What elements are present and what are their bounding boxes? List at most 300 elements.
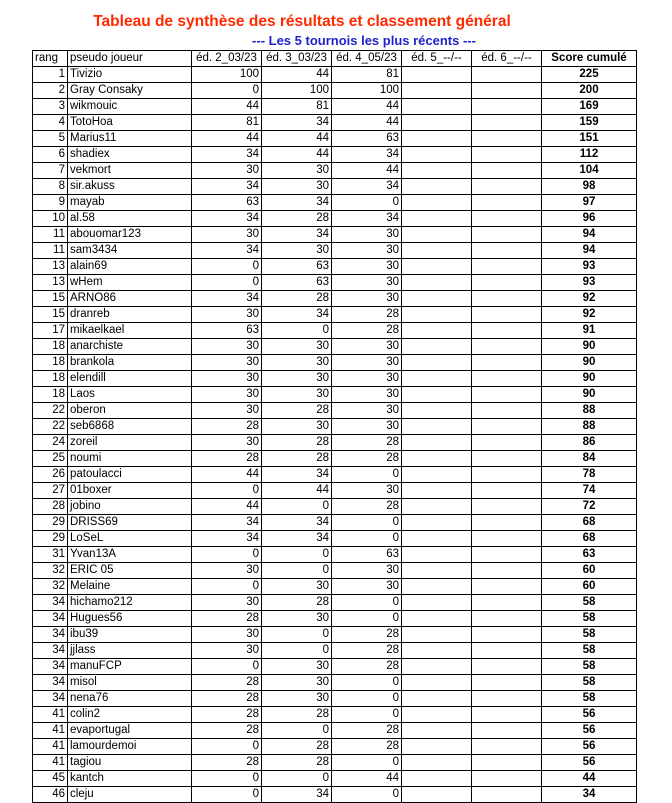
cell-total-score[interactable]: 88 (542, 419, 637, 435)
cell-edition-5[interactable] (402, 387, 472, 403)
cell-player[interactable]: colin2 (68, 707, 192, 723)
cell-edition-4[interactable]: 28 (332, 307, 402, 323)
cell-edition-4[interactable]: 30 (332, 387, 402, 403)
cell-edition-3[interactable]: 28 (262, 595, 332, 611)
cell-edition-5[interactable] (402, 611, 472, 627)
cell-player[interactable]: kantch (68, 771, 192, 787)
cell-edition-5[interactable] (402, 643, 472, 659)
cell-edition-3[interactable]: 81 (262, 99, 332, 115)
cell-total-score[interactable]: 94 (542, 243, 637, 259)
cell-player[interactable]: brankola (68, 355, 192, 371)
cell-total-score[interactable]: 97 (542, 195, 637, 211)
cell-edition-3[interactable]: 28 (262, 451, 332, 467)
cell-edition-5[interactable] (402, 163, 472, 179)
cell-edition-6[interactable] (472, 499, 542, 515)
cell-edition-2[interactable]: 30 (192, 307, 262, 323)
cell-edition-4[interactable]: 44 (332, 115, 402, 131)
cell-edition-2[interactable]: 0 (192, 787, 262, 803)
cell-edition-4[interactable]: 30 (332, 339, 402, 355)
cell-rank[interactable]: 18 (33, 355, 68, 371)
cell-edition-6[interactable] (472, 595, 542, 611)
cell-edition-6[interactable] (472, 355, 542, 371)
cell-edition-4[interactable]: 0 (332, 787, 402, 803)
cell-edition-5[interactable] (402, 195, 472, 211)
cell-edition-4[interactable]: 0 (332, 707, 402, 723)
cell-edition-2[interactable]: 28 (192, 755, 262, 771)
cell-total-score[interactable]: 68 (542, 531, 637, 547)
cell-edition-5[interactable] (402, 563, 472, 579)
cell-edition-4[interactable]: 0 (332, 595, 402, 611)
cell-edition-4[interactable]: 30 (332, 259, 402, 275)
cell-edition-2[interactable]: 34 (192, 147, 262, 163)
cell-edition-6[interactable] (472, 659, 542, 675)
cell-player[interactable]: zoreil (68, 435, 192, 451)
cell-edition-2[interactable]: 30 (192, 227, 262, 243)
cell-edition-4[interactable]: 0 (332, 467, 402, 483)
cell-edition-5[interactable] (402, 691, 472, 707)
cell-total-score[interactable]: 93 (542, 259, 637, 275)
cell-total-score[interactable]: 58 (542, 611, 637, 627)
cell-edition-3[interactable]: 0 (262, 771, 332, 787)
cell-rank[interactable]: 31 (33, 547, 68, 563)
header-total-score[interactable]: Score cumulé (542, 51, 637, 67)
cell-player[interactable]: vekmort (68, 163, 192, 179)
cell-rank[interactable]: 13 (33, 275, 68, 291)
cell-player[interactable]: Melaine (68, 579, 192, 595)
cell-edition-3[interactable]: 30 (262, 387, 332, 403)
cell-edition-5[interactable] (402, 723, 472, 739)
cell-edition-6[interactable] (472, 211, 542, 227)
cell-edition-5[interactable] (402, 467, 472, 483)
cell-edition-5[interactable] (402, 371, 472, 387)
cell-total-score[interactable]: 84 (542, 451, 637, 467)
cell-rank[interactable]: 41 (33, 739, 68, 755)
cell-edition-3[interactable]: 34 (262, 467, 332, 483)
cell-edition-2[interactable]: 28 (192, 451, 262, 467)
cell-edition-2[interactable]: 34 (192, 211, 262, 227)
cell-total-score[interactable]: 58 (542, 659, 637, 675)
cell-player[interactable]: misol (68, 675, 192, 691)
cell-edition-3[interactable]: 34 (262, 115, 332, 131)
cell-edition-2[interactable]: 30 (192, 435, 262, 451)
cell-total-score[interactable]: 90 (542, 355, 637, 371)
cell-edition-6[interactable] (472, 723, 542, 739)
cell-rank[interactable]: 7 (33, 163, 68, 179)
cell-rank[interactable]: 32 (33, 579, 68, 595)
cell-rank[interactable]: 4 (33, 115, 68, 131)
cell-edition-4[interactable]: 30 (332, 403, 402, 419)
cell-player[interactable]: al.58 (68, 211, 192, 227)
cell-edition-5[interactable] (402, 227, 472, 243)
cell-total-score[interactable]: 44 (542, 771, 637, 787)
cell-edition-2[interactable]: 30 (192, 387, 262, 403)
cell-total-score[interactable]: 56 (542, 707, 637, 723)
cell-player[interactable]: Hugues56 (68, 611, 192, 627)
cell-edition-5[interactable] (402, 483, 472, 499)
cell-edition-4[interactable]: 28 (332, 723, 402, 739)
cell-edition-4[interactable]: 30 (332, 579, 402, 595)
header-edition-3[interactable]: éd. 3_03/23 (262, 51, 332, 67)
cell-rank[interactable]: 34 (33, 691, 68, 707)
cell-rank[interactable]: 15 (33, 307, 68, 323)
cell-edition-6[interactable] (472, 451, 542, 467)
cell-edition-2[interactable]: 0 (192, 275, 262, 291)
cell-rank[interactable]: 22 (33, 419, 68, 435)
cell-edition-3[interactable]: 0 (262, 627, 332, 643)
cell-edition-6[interactable] (472, 323, 542, 339)
cell-player[interactable]: oberon (68, 403, 192, 419)
cell-edition-4[interactable]: 34 (332, 179, 402, 195)
cell-total-score[interactable]: 104 (542, 163, 637, 179)
cell-total-score[interactable]: 58 (542, 643, 637, 659)
cell-player[interactable]: wHem (68, 275, 192, 291)
cell-edition-5[interactable] (402, 243, 472, 259)
cell-player[interactable]: TotoHoa (68, 115, 192, 131)
cell-edition-6[interactable] (472, 483, 542, 499)
cell-edition-6[interactable] (472, 403, 542, 419)
cell-edition-6[interactable] (472, 259, 542, 275)
cell-edition-6[interactable] (472, 755, 542, 771)
cell-edition-3[interactable]: 34 (262, 531, 332, 547)
cell-rank[interactable]: 41 (33, 707, 68, 723)
cell-edition-6[interactable] (472, 579, 542, 595)
cell-player[interactable]: sam3434 (68, 243, 192, 259)
cell-edition-4[interactable]: 28 (332, 627, 402, 643)
cell-edition-6[interactable] (472, 195, 542, 211)
cell-rank[interactable]: 1 (33, 67, 68, 83)
cell-edition-4[interactable]: 28 (332, 499, 402, 515)
cell-edition-2[interactable]: 30 (192, 627, 262, 643)
cell-edition-3[interactable]: 30 (262, 163, 332, 179)
cell-edition-4[interactable]: 34 (332, 147, 402, 163)
cell-player[interactable]: shadiex (68, 147, 192, 163)
cell-edition-5[interactable] (402, 99, 472, 115)
cell-rank[interactable]: 34 (33, 659, 68, 675)
cell-edition-3[interactable]: 34 (262, 307, 332, 323)
cell-rank[interactable]: 34 (33, 627, 68, 643)
cell-edition-4[interactable]: 30 (332, 275, 402, 291)
cell-edition-5[interactable] (402, 547, 472, 563)
cell-edition-5[interactable] (402, 659, 472, 675)
cell-edition-2[interactable]: 0 (192, 771, 262, 787)
cell-player[interactable]: 01boxer (68, 483, 192, 499)
cell-edition-5[interactable] (402, 515, 472, 531)
cell-edition-5[interactable] (402, 771, 472, 787)
cell-rank[interactable]: 34 (33, 643, 68, 659)
cell-edition-6[interactable] (472, 467, 542, 483)
cell-edition-6[interactable] (472, 387, 542, 403)
cell-edition-3[interactable]: 0 (262, 323, 332, 339)
cell-edition-2[interactable]: 34 (192, 243, 262, 259)
cell-edition-6[interactable] (472, 547, 542, 563)
cell-edition-5[interactable] (402, 307, 472, 323)
cell-edition-2[interactable]: 34 (192, 291, 262, 307)
cell-player[interactable]: seb6868 (68, 419, 192, 435)
cell-total-score[interactable]: 90 (542, 387, 637, 403)
cell-edition-6[interactable] (472, 435, 542, 451)
cell-edition-3[interactable]: 0 (262, 563, 332, 579)
cell-total-score[interactable]: 34 (542, 787, 637, 803)
cell-total-score[interactable]: 90 (542, 371, 637, 387)
cell-edition-4[interactable]: 44 (332, 99, 402, 115)
cell-edition-3[interactable]: 30 (262, 179, 332, 195)
cell-player[interactable]: ARNO86 (68, 291, 192, 307)
cell-total-score[interactable]: 92 (542, 291, 637, 307)
cell-player[interactable]: Tivizio (68, 67, 192, 83)
cell-edition-6[interactable] (472, 275, 542, 291)
cell-edition-4[interactable]: 30 (332, 243, 402, 259)
cell-edition-6[interactable] (472, 291, 542, 307)
cell-total-score[interactable]: 56 (542, 739, 637, 755)
cell-rank[interactable]: 41 (33, 755, 68, 771)
cell-edition-5[interactable] (402, 739, 472, 755)
cell-edition-6[interactable] (472, 675, 542, 691)
cell-edition-3[interactable]: 30 (262, 371, 332, 387)
cell-edition-2[interactable]: 34 (192, 531, 262, 547)
cell-edition-5[interactable] (402, 323, 472, 339)
cell-edition-4[interactable]: 30 (332, 563, 402, 579)
cell-edition-6[interactable] (472, 419, 542, 435)
cell-edition-3[interactable]: 44 (262, 131, 332, 147)
cell-edition-3[interactable]: 34 (262, 227, 332, 243)
cell-rank[interactable]: 11 (33, 227, 68, 243)
cell-total-score[interactable]: 93 (542, 275, 637, 291)
cell-rank[interactable]: 32 (33, 563, 68, 579)
cell-edition-2[interactable]: 30 (192, 163, 262, 179)
cell-player[interactable]: ERIC 05 (68, 563, 192, 579)
cell-edition-2[interactable]: 30 (192, 563, 262, 579)
header-edition-6[interactable]: éd. 6_--/-- (472, 51, 542, 67)
cell-rank[interactable]: 27 (33, 483, 68, 499)
cell-rank[interactable]: 28 (33, 499, 68, 515)
cell-edition-5[interactable] (402, 595, 472, 611)
cell-edition-2[interactable]: 30 (192, 355, 262, 371)
cell-edition-6[interactable] (472, 131, 542, 147)
cell-edition-6[interactable] (472, 147, 542, 163)
cell-edition-2[interactable]: 0 (192, 259, 262, 275)
cell-rank[interactable]: 46 (33, 787, 68, 803)
cell-edition-2[interactable]: 30 (192, 339, 262, 355)
cell-rank[interactable]: 34 (33, 611, 68, 627)
cell-player[interactable]: mayab (68, 195, 192, 211)
cell-edition-4[interactable]: 0 (332, 755, 402, 771)
cell-total-score[interactable]: 58 (542, 691, 637, 707)
cell-edition-3[interactable]: 34 (262, 195, 332, 211)
cell-total-score[interactable]: 68 (542, 515, 637, 531)
cell-player[interactable]: jjlass (68, 643, 192, 659)
cell-edition-6[interactable] (472, 787, 542, 803)
cell-edition-2[interactable]: 34 (192, 515, 262, 531)
cell-edition-4[interactable]: 28 (332, 323, 402, 339)
cell-edition-6[interactable] (472, 179, 542, 195)
cell-edition-2[interactable]: 28 (192, 419, 262, 435)
cell-edition-2[interactable]: 0 (192, 579, 262, 595)
cell-player[interactable]: patoulacci (68, 467, 192, 483)
header-edition-2[interactable]: éd. 2_03/23 (192, 51, 262, 67)
cell-edition-5[interactable] (402, 403, 472, 419)
cell-edition-3[interactable]: 44 (262, 147, 332, 163)
cell-edition-4[interactable]: 0 (332, 195, 402, 211)
cell-edition-3[interactable]: 44 (262, 483, 332, 499)
cell-edition-6[interactable] (472, 739, 542, 755)
cell-edition-4[interactable]: 30 (332, 227, 402, 243)
cell-total-score[interactable]: 92 (542, 307, 637, 323)
cell-rank[interactable]: 13 (33, 259, 68, 275)
cell-edition-4[interactable]: 100 (332, 83, 402, 99)
cell-edition-3[interactable]: 28 (262, 211, 332, 227)
cell-edition-3[interactable]: 30 (262, 243, 332, 259)
cell-player[interactable]: Marius11 (68, 131, 192, 147)
cell-total-score[interactable]: 225 (542, 67, 637, 83)
cell-edition-5[interactable] (402, 531, 472, 547)
cell-player[interactable]: wikmouic (68, 99, 192, 115)
cell-player[interactable]: Laos (68, 387, 192, 403)
cell-edition-3[interactable]: 34 (262, 515, 332, 531)
cell-edition-2[interactable]: 28 (192, 675, 262, 691)
cell-rank[interactable]: 18 (33, 371, 68, 387)
cell-edition-2[interactable]: 30 (192, 595, 262, 611)
cell-edition-5[interactable] (402, 707, 472, 723)
cell-edition-4[interactable]: 44 (332, 771, 402, 787)
cell-edition-6[interactable] (472, 771, 542, 787)
cell-rank[interactable]: 45 (33, 771, 68, 787)
cell-player[interactable]: Yvan13A (68, 547, 192, 563)
cell-rank[interactable]: 41 (33, 723, 68, 739)
cell-edition-3[interactable]: 100 (262, 83, 332, 99)
cell-edition-6[interactable] (472, 339, 542, 355)
cell-total-score[interactable]: 94 (542, 227, 637, 243)
cell-rank[interactable]: 34 (33, 595, 68, 611)
cell-edition-5[interactable] (402, 579, 472, 595)
cell-edition-6[interactable] (472, 563, 542, 579)
cell-edition-5[interactable] (402, 211, 472, 227)
cell-edition-3[interactable]: 28 (262, 291, 332, 307)
cell-rank[interactable]: 34 (33, 675, 68, 691)
cell-edition-3[interactable]: 30 (262, 659, 332, 675)
cell-edition-4[interactable]: 0 (332, 531, 402, 547)
cell-rank[interactable]: 9 (33, 195, 68, 211)
cell-edition-6[interactable] (472, 691, 542, 707)
cell-edition-2[interactable]: 63 (192, 195, 262, 211)
cell-rank[interactable]: 2 (33, 83, 68, 99)
cell-edition-6[interactable] (472, 531, 542, 547)
cell-rank[interactable]: 25 (33, 451, 68, 467)
cell-edition-6[interactable] (472, 611, 542, 627)
cell-total-score[interactable]: 91 (542, 323, 637, 339)
cell-edition-2[interactable]: 30 (192, 371, 262, 387)
cell-edition-6[interactable] (472, 83, 542, 99)
cell-edition-5[interactable] (402, 435, 472, 451)
cell-edition-6[interactable] (472, 307, 542, 323)
cell-rank[interactable]: 18 (33, 387, 68, 403)
cell-player[interactable]: LoSeL (68, 531, 192, 547)
cell-edition-3[interactable]: 63 (262, 259, 332, 275)
cell-edition-5[interactable] (402, 675, 472, 691)
cell-rank[interactable]: 10 (33, 211, 68, 227)
cell-edition-2[interactable]: 63 (192, 323, 262, 339)
cell-edition-3[interactable]: 0 (262, 547, 332, 563)
cell-total-score[interactable]: 60 (542, 563, 637, 579)
cell-edition-3[interactable]: 30 (262, 579, 332, 595)
cell-player[interactable]: jobino (68, 499, 192, 515)
cell-player[interactable]: manuFCP (68, 659, 192, 675)
cell-total-score[interactable]: 78 (542, 467, 637, 483)
cell-total-score[interactable]: 63 (542, 547, 637, 563)
cell-edition-6[interactable] (472, 227, 542, 243)
header-player[interactable]: pseudo joueur (68, 51, 192, 67)
cell-edition-4[interactable]: 63 (332, 547, 402, 563)
cell-edition-2[interactable]: 0 (192, 659, 262, 675)
cell-edition-5[interactable] (402, 291, 472, 307)
cell-edition-5[interactable] (402, 499, 472, 515)
cell-player[interactable]: ibu39 (68, 627, 192, 643)
cell-edition-6[interactable] (472, 707, 542, 723)
cell-edition-6[interactable] (472, 243, 542, 259)
cell-edition-3[interactable]: 28 (262, 435, 332, 451)
cell-player[interactable]: lamourdemoi (68, 739, 192, 755)
cell-edition-4[interactable]: 28 (332, 451, 402, 467)
cell-edition-4[interactable]: 28 (332, 739, 402, 755)
cell-edition-5[interactable] (402, 259, 472, 275)
cell-edition-5[interactable] (402, 627, 472, 643)
cell-player[interactable]: elendill (68, 371, 192, 387)
cell-edition-3[interactable]: 30 (262, 611, 332, 627)
cell-edition-2[interactable]: 81 (192, 115, 262, 131)
cell-edition-2[interactable]: 44 (192, 99, 262, 115)
cell-rank[interactable]: 8 (33, 179, 68, 195)
cell-edition-3[interactable]: 28 (262, 707, 332, 723)
cell-edition-2[interactable]: 28 (192, 707, 262, 723)
cell-edition-4[interactable]: 81 (332, 67, 402, 83)
cell-edition-4[interactable]: 34 (332, 211, 402, 227)
cell-edition-3[interactable]: 63 (262, 275, 332, 291)
cell-player[interactable]: Gray Consaky (68, 83, 192, 99)
cell-total-score[interactable]: 151 (542, 131, 637, 147)
cell-edition-2[interactable]: 28 (192, 691, 262, 707)
cell-edition-2[interactable]: 0 (192, 83, 262, 99)
cell-edition-4[interactable]: 0 (332, 691, 402, 707)
cell-total-score[interactable]: 96 (542, 211, 637, 227)
cell-player[interactable]: cleju (68, 787, 192, 803)
cell-edition-4[interactable]: 63 (332, 131, 402, 147)
cell-edition-3[interactable]: 44 (262, 67, 332, 83)
cell-total-score[interactable]: 88 (542, 403, 637, 419)
cell-edition-3[interactable]: 30 (262, 691, 332, 707)
cell-edition-4[interactable]: 30 (332, 419, 402, 435)
cell-player[interactable]: abouomar123 (68, 227, 192, 243)
cell-player[interactable]: dranreb (68, 307, 192, 323)
cell-edition-4[interactable]: 0 (332, 515, 402, 531)
cell-total-score[interactable]: 159 (542, 115, 637, 131)
cell-player[interactable]: hichamo212 (68, 595, 192, 611)
cell-total-score[interactable]: 56 (542, 755, 637, 771)
cell-edition-3[interactable]: 0 (262, 723, 332, 739)
cell-edition-3[interactable]: 30 (262, 355, 332, 371)
cell-total-score[interactable]: 169 (542, 99, 637, 115)
cell-edition-6[interactable] (472, 163, 542, 179)
cell-rank[interactable]: 5 (33, 131, 68, 147)
header-edition-5[interactable]: éd. 5_--/-- (402, 51, 472, 67)
cell-edition-3[interactable]: 30 (262, 339, 332, 355)
cell-edition-3[interactable]: 28 (262, 755, 332, 771)
cell-edition-2[interactable]: 100 (192, 67, 262, 83)
cell-edition-2[interactable]: 28 (192, 611, 262, 627)
cell-player[interactable]: anarchiste (68, 339, 192, 355)
cell-edition-5[interactable] (402, 147, 472, 163)
cell-edition-3[interactable]: 34 (262, 787, 332, 803)
cell-total-score[interactable]: 58 (542, 675, 637, 691)
cell-rank[interactable]: 29 (33, 531, 68, 547)
